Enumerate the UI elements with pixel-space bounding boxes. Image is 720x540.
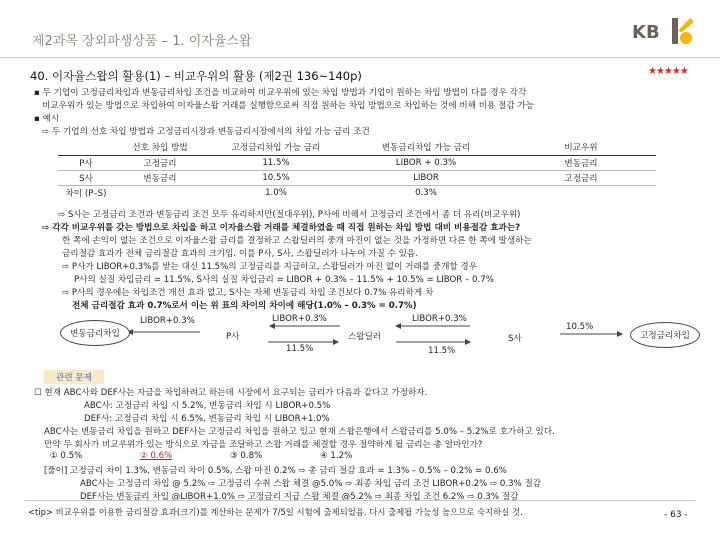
right-node: 고정금리차입	[630, 322, 700, 348]
flow-label: LIBOR+0.3%	[272, 314, 327, 324]
kb-logo	[632, 14, 698, 48]
table-cell: S사	[58, 170, 114, 185]
table-cell: 변동금리	[114, 170, 206, 185]
body-line-5: ⇨ S사는 고정금리 조건과 변동금리 조건 모두 유리하지만(절대우위), P사에 비해서 고정금리 조건에서 좀 더 유리(비교우위)	[58, 210, 521, 220]
option-1: ① 0.5%	[50, 451, 83, 461]
option-4: ④ 1.2%	[320, 451, 353, 461]
question-line-4: ABC사는 변동금리 차입을 원하고 DEF사는 고정금리 차입을 원하고 있고 현재 스왑은행에서 스왑금리를 5.0% – 5.2%로 호가하고 있다.	[44, 427, 555, 437]
body-line-3: ▪ 예시	[34, 114, 60, 124]
logo-text: KB	[632, 22, 660, 43]
importance-stars: ★★★★★	[648, 66, 688, 77]
body-line-6: ⇨ 각각 비교우위를 갖는 방법으로 차입을 하고 이자율스왑 거래를 체결하였을 때 직접 원하는 차입 방법 대비 비용절감 효과는?	[42, 223, 521, 233]
table-cell: 10.5%	[206, 170, 346, 185]
body-line-11: ⇨ P사의 경우에는 차입조건 개선 효과 없고, S사는 자체 변동금리 차입 조건보다 0.7% 유리하게 차	[62, 288, 434, 298]
solution-line-2: ABC사는 고정금리 차입 @ 5.2% ⇨ 고정금리 수취 스왑 체결 @5.0% ⇨ 최종 차입 금리 조건 LIBOR+0.2% ⇨ 0.3% 절감	[80, 479, 542, 489]
body-line-9: ⇨ P사가 LIBOR+0.3%를 받는 대신 11.5%의 고정금리를 지급하고, 스왑딜러가 마진 없이 거래를 중개할 경우	[62, 262, 478, 272]
page-header	[0, 0, 720, 58]
table-cell	[114, 185, 206, 200]
p-company-node: P사	[226, 332, 240, 342]
table-cell: P사	[58, 155, 114, 170]
table-cell: LIBOR	[346, 170, 506, 185]
section-title: 40. 이자율스왑의 활용(1) – 비교우위의 활용 (제2권 136~140p)	[30, 69, 362, 83]
question-line-3: DEF사: 고정금리 차입 시 6.5%, 변동금리 차입 시 LIBOR+1.0%	[84, 414, 330, 424]
flow-label: LIBOR+0.3%	[140, 316, 195, 326]
footer-divider	[24, 500, 696, 501]
option-3: ③ 0.8%	[230, 451, 263, 461]
table-cell: 0.3%	[346, 185, 506, 200]
flow-label: 10.5%	[566, 322, 594, 332]
table-cell: 1.0%	[206, 185, 346, 200]
table-header-cell	[58, 140, 114, 155]
flow-label: LIBOR+0.3%	[412, 314, 467, 324]
body-line-4: ⇨ 두 기업의 선호 차입 방법과 고정금리시장과 변동금리시장에서의 차입 가능 금리 조건	[42, 127, 370, 137]
flow-label: 11.5%	[286, 344, 314, 354]
swap-dealer-node: 스왑딜러	[348, 332, 382, 342]
table-header-cell: 고정금리차입 가능 금리	[206, 140, 346, 155]
table-cell: 11.5%	[206, 155, 346, 170]
option-2-answer: ② 0.6%	[140, 451, 173, 461]
question-line-2: ABC사: 고정금리 차입 시 5.2%, 변동금리 차입 시 LIBOR+0.5%	[84, 401, 331, 411]
borrowing-rate-table	[58, 140, 656, 200]
body-line-8: 금리절감 효과가 전체 금리절감 효과의 크기임. 이를 P사, S사, 스왑딜러가 나누어 가질 수 있음.	[62, 249, 418, 259]
table-header-cell: 선호 차입 방법	[114, 140, 206, 155]
related-question-button[interactable]: 관련 문제	[44, 370, 104, 384]
table-row	[58, 170, 656, 185]
left-node: 변동금리차입	[60, 320, 130, 346]
body-line-10: P사의 실질 차입금리 = 11.5%, S사의 실질 차입금리 = LIBOR + 0.3% – 11.5% + 10.5% = LIBOR – 0.7%	[74, 275, 494, 285]
table-cell: 변동금리	[506, 155, 656, 170]
swap-flow-diagram	[0, 312, 720, 362]
solution-line-1: [풀이] 고정금리 차이 1.3%, 변동금리 차이 0.5%, 스왑 마진 0.2% ⇨ 총 금리 절감 효과 = 1.3% – 0.5% – 0.2% = 0.6%	[44, 466, 507, 476]
s-company-node: S사	[508, 334, 522, 344]
table-cell	[506, 185, 656, 200]
table-header-cell: 변동금리차입 가능 금리	[346, 140, 506, 155]
page-number: - 63 -	[664, 510, 688, 520]
table-cell: LIBOR + 0.3%	[346, 155, 506, 170]
table-header-cell: 비교우위	[506, 140, 656, 155]
table-row	[58, 155, 656, 170]
table-header-row	[58, 140, 656, 155]
table-cell: 고정금리	[506, 170, 656, 185]
table-cell: 차이 (P–S)	[58, 185, 114, 200]
body-line-7: 한 쪽에 손익이 없는 조건으로 이자율스왑 금리를 결정하고 스왑딜러의 중개 마진이 없는 것을 가정하면 다른 한 쪽에 발생하는	[62, 236, 532, 246]
body-line-2: 비교우위가 있는 방법으로 차입하여 이자율스왑 거래를 실행함으로써 직접 원하는 차입 방법으로 차입하는 것에 비해 비용 절감 가능	[42, 101, 534, 111]
table-row	[58, 185, 656, 200]
footer-tip: <tip> 비교우위를 이용한 금리절감 효과(크기)를 계산하는 문제가 7/5일 시험에 출제되었음. 다시 출제될 가능성 높으므로 숙지하실 것.	[28, 507, 523, 517]
table-cell: 고정금리	[114, 155, 206, 170]
question-line-5: 만약 두 회사가 비교우위가 있는 방식으로 자금을 조달하고 스왑 거래를 체결할 경우 절약하게 될 금리는 총 얼마인가?	[44, 440, 483, 450]
flow-label: 11.5%	[428, 346, 456, 356]
solution-line-3: DEF사는 변동금리 차입 @LIBOR+1.0% ⇨ 고정금리 지급 스왑 체결 @5.2% ⇨ 최종 차입 조건 6.2% ⇨ 0.3% 절감	[80, 492, 519, 502]
question-line-1: ☐ 현재 ABC사와 DEF사는 자금을 차입하려고 하는데 시장에서 요구되는 금리가 다음과 같다고 가정하자.	[34, 388, 428, 398]
header-title: 제2과목 장외파생상품 – 1. 이자율스왑	[32, 34, 252, 49]
body-line-1: ▪ 두 기업이 고정금리차입과 변동금리차입 조건을 비교하여 비교우위에 있는 차입 방법과 기업이 원하는 차입 방법이 다를 경우 각각	[34, 88, 527, 98]
kb-star-icon	[666, 14, 696, 48]
body-line-12: 전체 금리절감 효과 0.7%로서 이는 위 표의 차이의 차이에 해당(1.0% – 0.3% = 0.7%)	[72, 301, 417, 311]
